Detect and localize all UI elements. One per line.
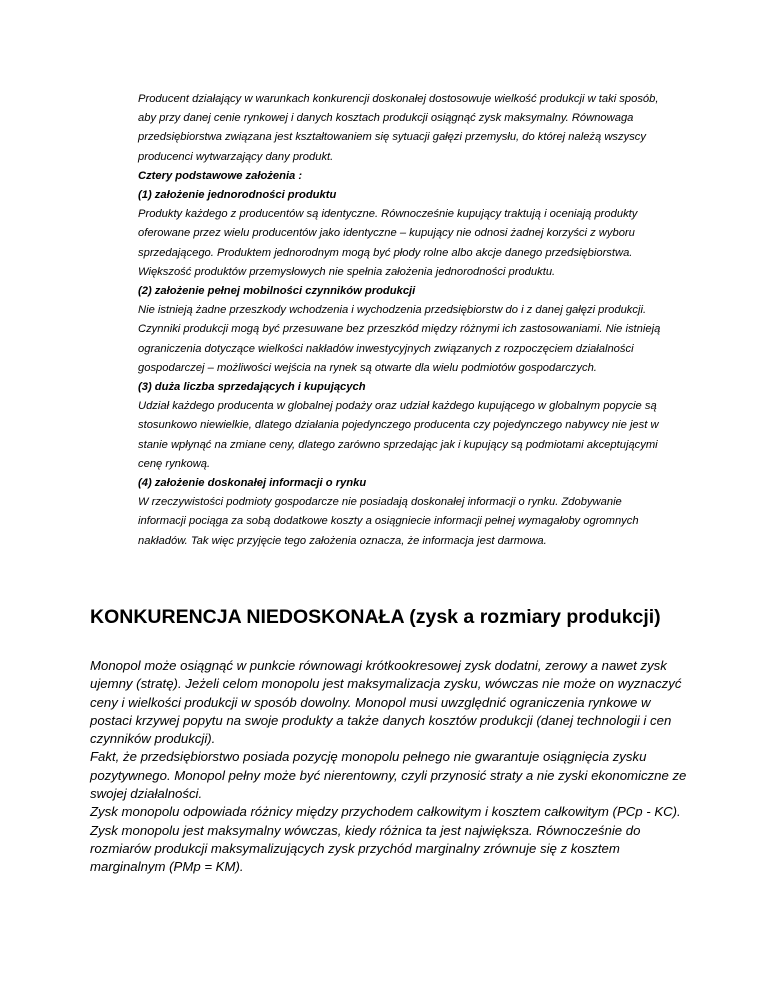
assumptions-heading: Cztery podstawowe założenia : [138,169,303,182]
assumption-heading: (1) założenie jednorodności produktu [138,189,337,202]
body-paragraph: Fakt, że przedsiębiorstwo posiada pozycję monopolu pełnego nie gwarantuje osiągnięcia zysku pozytywnego. Monopol pełny może być nierentowny, czyli przynosić straty a nie zyski ekonomiczne ze swojej działalności. [90,749,687,802]
body-paragraph: Monopol może osiągnąć w punkcie równowagi krótkookresowej zysk dodatni, zerowy a nawet zysk ujemny (stratę). Jeżeli celom monopolu jest maksymalizacja zysku, wówczas nie może on wyznaczyć ceny i wielkości produkcji w sposób dowolny. Monopol musi uwzględnić ograniczenia rynkowe w postaci krzywej popytu na swoje produkty a także danych kosztów produkcji (danej technologii i cen czynników produkcji). [90,658,682,747]
perfect-competition-section [138,90,668,551]
assumption-heading: (2) założenie pełnej mobilności czynników produkcji [138,285,416,298]
imperfect-competition-section [90,657,690,877]
assumption-text: Udział każdego producenta w globalnej podaży oraz udział każdego kupującego w globalnym popycie są stosunkowo niewielkie, dlatego działania pojedynczego producenta czy pojedynczego nabywcy nie jest w stanie wpłynąć na zmiane ceny, dlatego zarówno sprzedając jak i kupujący są podmiotami akceptującymi cenę rynkową. [138,400,659,470]
section-title: KONKURENCJA NIEDOSKONAŁA (zysk a rozmiary produkcji) [90,606,661,628]
assumption-heading: (3) duża liczba sprzedających i kupujących [138,381,366,394]
assumption-heading: (4) założenie doskonałej informacji o rynku [138,477,367,490]
body-paragraph: Zysk monopolu odpowiada różnicy między przychodem całkowitym i kosztem całkowitym (PCp - KC). Zysk monopolu jest maksymalny wówczas, kiedy różnica ta jest największa. Równocześnie do rozmiarów produkcji maksymalizujących zysk przychód marginalny zrównuje się z kosztem marginalnym (PMp = KM). [90,804,681,875]
intro-paragraph: Producent działający w warunkach konkurencji doskonałej dostosowuje wielkość produkcji w taki sposób, aby przy danej cenie rynkowej i danych kosztach produkcji osiągnąć zysk maksymalny. Równowaga przedsiębiorstwa związana jest kształtowaniem się sytuacji gałęzi przemysłu, do której należą wszyscy producenci wytwarzający dany produkt. [138,93,659,163]
assumption-text: Produkty każdego z producentów są identyczne. Równocześnie kupujący traktują i oceniają produkty oferowane przez wielu producentów jako identyczne – kupujący nie odnosi żadnej korzyści z wyboru sprzedającego. Produktem jednorodnym mogą być płody rolne albo akcje danego przedsiębiorstwa. Większość produktów przemysłowych nie spełnia założenia jednorodności produktu. [138,208,638,278]
assumption-text: W rzeczywistości podmioty gospodarcze nie posiadają doskonałej informacji o rynku. Zdobywanie informacji pociąga za sobą dodatkowe koszty a osiągniecie informacji pełnej wymagałoby ogromnych nakładów. Tak więc przyjęcie tego założenia oznacza, że informacja jest darmowa. [138,496,639,547]
assumption-text: Nie istnieją żadne przeszkody wchodzenia i wychodzenia przedsiębiorstw do i z danej gałęzi produkcji. Czynniki produkcji mogą być przesuwane bez przeszkód między różnymi ich zastosowaniami. Nie istnieją ograniczenia dotyczące wielkości nakładów inwestycyjnych związanych z rozpoczęciem działalności gospodarczej – możliwości wejścia na rynek są otwarte dla wielu podmiotów gospodarczych. [138,304,661,374]
